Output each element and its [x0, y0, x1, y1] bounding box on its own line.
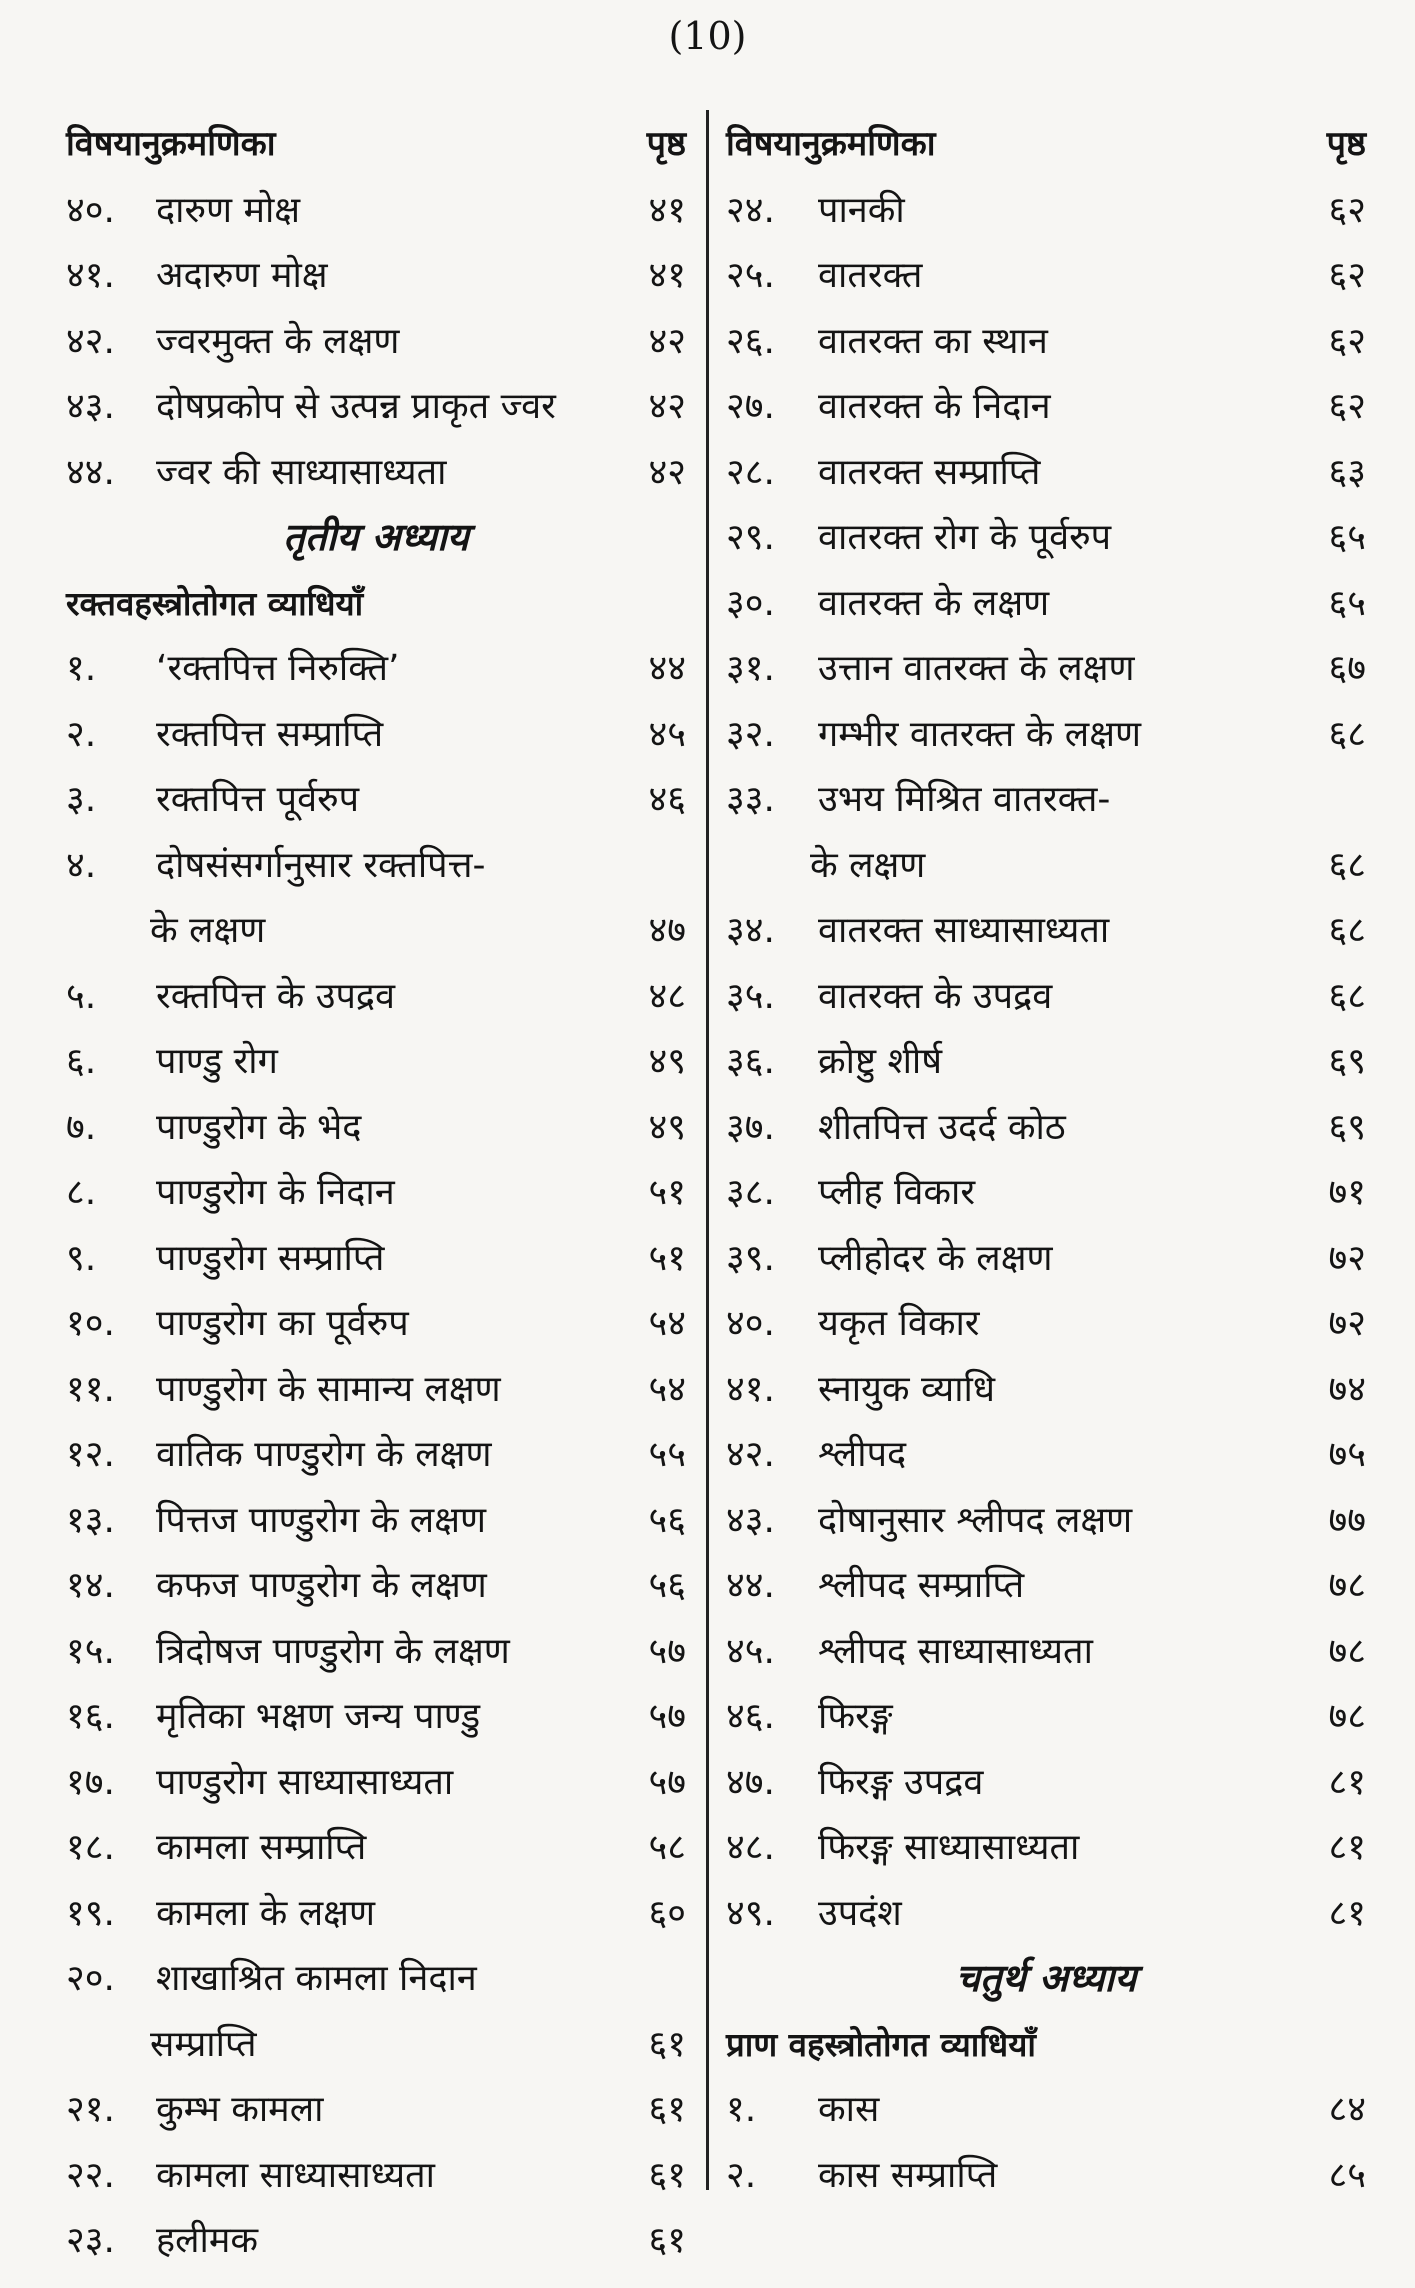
entry-page: ५७: [648, 1761, 686, 1803]
entry-number: ४१.: [66, 255, 115, 296]
entry-title: पाण्डुरोग साध्यासाध्यता: [156, 1761, 454, 1803]
entry-number: ८.: [66, 1172, 97, 1213]
entry-page: ४९: [648, 1041, 686, 1082]
entry-page: ७२: [1328, 1303, 1366, 1344]
entry-title: मृतिका भक्षण जन्य पाण्डु: [156, 1696, 481, 1737]
entry-number: ४१.: [726, 1368, 775, 1410]
entry-title: वातरक्त के उपद्रव: [818, 975, 1053, 1017]
entry-number: ४८.: [726, 1827, 775, 1868]
entry-title: के लक्षण: [150, 910, 266, 951]
entry-title: वातरक्त रोग के पूर्वरुप: [818, 517, 1112, 558]
entry-number: ३८.: [726, 1172, 775, 1213]
entry-number: १६.: [66, 1696, 115, 1737]
entry-title: पाण्डुरोग सम्प्राप्ति: [156, 1237, 385, 1279]
entry-page: ६०: [648, 1892, 686, 1934]
entry-title: सम्प्राप्ति: [150, 2023, 257, 2065]
entry-title: उत्तान वातरक्त के लक्षण: [818, 648, 1135, 689]
toc-entry: [726, 898, 1366, 964]
entry-page: ६८: [1328, 910, 1366, 951]
toc-header: [66, 112, 686, 178]
entry-number: २६.: [726, 320, 775, 362]
entry-page: ५४: [648, 1368, 686, 1410]
toc-entry: [726, 243, 1366, 309]
entry-page: ६३: [1328, 451, 1366, 493]
entry-page: ५५: [648, 1434, 686, 1475]
entry-page: ८१: [1328, 1761, 1366, 1803]
toc-header-title: विषयानुक्रमणिका: [66, 124, 276, 164]
entry-title: यकृत विकार: [818, 1303, 980, 1344]
entry-title: कामला साध्यासाध्यता: [156, 2154, 435, 2196]
entry-page: ६९: [1328, 1041, 1366, 1082]
toc-entry: [726, 1226, 1366, 1292]
toc-header-page: पृष्ठ: [646, 124, 686, 164]
toc-entry: [66, 636, 686, 702]
toc-left-column: [66, 112, 686, 2274]
toc-entry: [66, 2143, 686, 2209]
toc-entry: [66, 1946, 686, 2012]
toc-entry: [726, 178, 1366, 244]
entry-page: ७८: [1328, 1696, 1366, 1737]
entry-page: ६८: [1328, 713, 1366, 755]
entry-page: ६२: [1328, 189, 1366, 231]
entry-title: क्रोष्टु शीर्ष: [818, 1041, 943, 1082]
entry-number: ४३.: [66, 386, 115, 427]
section-heading: रक्तवहस्त्रोतोगत व्याधियाँ: [66, 583, 364, 623]
toc-entry: [726, 1357, 1366, 1423]
entry-number: ३७.: [726, 1106, 775, 1148]
entry-title: फिरङ्ग: [818, 1696, 893, 1737]
entry-title: वातरक्त के निदान: [818, 386, 1051, 427]
entry-number: २७.: [726, 386, 775, 427]
entry-title: ज्वर की साध्यासाध्यता: [156, 451, 447, 493]
toc-entry: [66, 1488, 686, 1554]
toc-entry: [726, 1422, 1366, 1488]
entry-number: ३०.: [726, 582, 775, 624]
entry-number: २४.: [726, 189, 775, 231]
entry-number: १२.: [66, 1434, 115, 1475]
entry-page: ७७: [1328, 1499, 1366, 1541]
entry-page: ६८: [1328, 844, 1366, 886]
entry-page: ४२: [648, 320, 686, 362]
toc-entry: [66, 1881, 686, 1947]
entry-page: ७८: [1328, 1630, 1366, 1672]
entry-number: १८.: [66, 1827, 115, 1868]
entry-number: ५.: [66, 975, 97, 1017]
toc-header-page: पृष्ठ: [1326, 124, 1366, 164]
entry-number: २३.: [66, 2220, 115, 2261]
entry-page: ४२: [648, 386, 686, 427]
entry-title: दोषानुसार श्लीपद लक्षण: [818, 1499, 1133, 1541]
entry-number: ४९.: [726, 1892, 775, 1934]
toc-entry: [726, 964, 1366, 1030]
entry-title: पित्तज पाण्डुरोग के लक्षण: [156, 1499, 487, 1541]
entry-number: ३५.: [726, 975, 775, 1017]
entry-title: वातिक पाण्डुरोग के लक्षण: [156, 1434, 492, 1475]
entry-page: ४६: [648, 779, 686, 820]
entry-number: ४४.: [66, 451, 115, 493]
toc-entry: [66, 1095, 686, 1161]
entry-number: १.: [66, 648, 97, 689]
toc-entry: [726, 702, 1366, 768]
toc-entry: [726, 1750, 1366, 1816]
entry-title: कास सम्प्राप्ति: [818, 2154, 998, 2196]
toc-entry-continuation: [66, 2012, 686, 2078]
entry-page: ८४: [1328, 2089, 1366, 2130]
entry-page: ५७: [648, 1696, 686, 1737]
entry-title: हलीमक: [156, 2220, 259, 2261]
entry-page: ८१: [1328, 1827, 1366, 1868]
toc-entry-continuation: [66, 898, 686, 964]
entry-number: ३९.: [726, 1237, 775, 1279]
entry-page: ४१: [648, 255, 686, 296]
entry-page: ७२: [1328, 1237, 1366, 1279]
chapter-heading: तृतीय अध्याय: [283, 515, 469, 559]
entry-page: ८१: [1328, 1892, 1366, 1934]
entry-page: ६५: [1328, 517, 1366, 558]
toc-entry: [726, 571, 1366, 637]
toc-entry: [66, 1291, 686, 1357]
entry-page: ६२: [1328, 255, 1366, 296]
entry-number: ४.: [66, 844, 97, 886]
toc-entry: [726, 374, 1366, 440]
toc-entry: [726, 1160, 1366, 1226]
entry-title: पाण्डुरोग के सामान्य लक्षण: [156, 1368, 501, 1410]
entry-page: ४७: [648, 910, 686, 951]
entry-title: कामला सम्प्राप्ति: [156, 1827, 367, 1868]
entry-title: रक्तपित्त पूर्वरुप: [156, 779, 360, 820]
entry-number: ४२.: [66, 320, 115, 362]
entry-title: कुम्भ कामला: [156, 2089, 324, 2130]
entry-page: ७८: [1328, 1565, 1366, 1606]
toc-entry: [66, 309, 686, 375]
toc-right-column: [726, 112, 1366, 2208]
entry-page: ६२: [1328, 320, 1366, 362]
toc-entry: [726, 309, 1366, 375]
entry-number: १४.: [66, 1565, 115, 1606]
toc-left-entries: [66, 178, 686, 2274]
entry-title: शीतपित्त उदर्द कोठ: [818, 1106, 1066, 1148]
toc-entry: [66, 374, 686, 440]
entry-number: २९.: [726, 517, 775, 558]
entry-title: दारुण मोक्ष: [156, 189, 301, 231]
entry-title: वातरक्त के लक्षण: [818, 582, 1050, 624]
entry-number: २८.: [726, 451, 775, 493]
toc-entry: [726, 2077, 1366, 2143]
entry-title: रक्तपित्त सम्प्राप्ति: [156, 713, 384, 755]
entry-title: वातरक्त का स्थान: [818, 320, 1048, 362]
toc-entry: [726, 636, 1366, 702]
entry-page: ४८: [648, 975, 686, 1017]
entry-page: ७५: [1328, 1434, 1366, 1475]
toc-entry: [726, 1488, 1366, 1554]
toc-entry: [726, 1553, 1366, 1619]
entry-title: त्रिदोषज पाण्डुरोग के लक्षण: [156, 1630, 510, 1672]
entry-title: प्लीहोदर के लक्षण: [818, 1237, 1053, 1279]
toc-entry: [726, 1095, 1366, 1161]
entry-page: ७१: [1328, 1172, 1366, 1213]
entry-title: दोषप्रकोप से उत्पन्न प्राकृत ज्वर: [156, 386, 556, 427]
entry-page: ६१: [648, 2089, 686, 2130]
entry-page: ५१: [648, 1237, 686, 1279]
entry-page: ८५: [1328, 2154, 1366, 2196]
toc-right-entries: [726, 178, 1366, 2209]
column-divider: [706, 110, 709, 2190]
entry-page: ४१: [648, 189, 686, 231]
toc-entry: [66, 2077, 686, 2143]
toc-header: [726, 112, 1366, 178]
entry-number: ३४.: [726, 910, 775, 951]
entry-number: २५.: [726, 255, 775, 296]
entry-page: ६१: [648, 2023, 686, 2065]
entry-page: ५६: [648, 1565, 686, 1606]
entry-page: ६८: [1328, 975, 1366, 1017]
entry-number: ४२.: [726, 1434, 775, 1475]
toc-entry: [726, 1881, 1366, 1947]
entry-number: ४६.: [726, 1696, 775, 1737]
entry-number: ३१.: [726, 648, 775, 689]
toc-entry: [726, 2143, 1366, 2209]
entry-number: १९.: [66, 1892, 115, 1934]
entry-number: ११.: [66, 1368, 115, 1410]
entry-title: कफज पाण्डुरोग के लक्षण: [156, 1565, 487, 1606]
entry-title: पाण्डुरोग के भेद: [156, 1106, 362, 1148]
entry-number: १०.: [66, 1303, 115, 1344]
entry-number: १७.: [66, 1761, 115, 1803]
toc-entry: [726, 767, 1366, 833]
entry-number: ९.: [66, 1237, 97, 1279]
toc-entry: [726, 1029, 1366, 1095]
entry-title: शाखाश्रित कामला निदान: [156, 1958, 477, 1999]
toc-entry: [66, 1619, 686, 1685]
entry-title: श्लीपद: [818, 1434, 907, 1475]
entry-page: ५७: [648, 1630, 686, 1672]
toc-entry: [66, 178, 686, 244]
entry-number: ४७.: [726, 1761, 775, 1803]
toc-header-title: विषयानुक्रमणिका: [726, 124, 936, 164]
entry-page: ६१: [648, 2220, 686, 2261]
toc-entry-continuation: [726, 833, 1366, 899]
toc-entry: [66, 1422, 686, 1488]
entry-title: पानकी: [818, 189, 905, 231]
entry-title: वातरक्त सम्प्राप्ति: [818, 451, 1041, 493]
entry-page: ६७: [1328, 648, 1366, 689]
entry-number: २१.: [66, 2089, 115, 2130]
entry-page: ५४: [648, 1303, 686, 1344]
entry-title: कास: [818, 2089, 880, 2130]
page-number: (10): [668, 14, 747, 58]
entry-page: ६२: [1328, 386, 1366, 427]
toc-entry: [66, 2208, 686, 2274]
entry-number: १.: [726, 2089, 757, 2130]
entry-title: रक्तपित्त के उपद्रव: [156, 975, 396, 1017]
entry-title: श्लीपद सम्प्राप्ति: [818, 1565, 1025, 1606]
entry-title: वातरक्त: [818, 255, 923, 296]
toc-entry: [726, 505, 1366, 571]
toc-entry: [66, 440, 686, 506]
chapter-heading: चतुर्थ अध्याय: [955, 1956, 1137, 2000]
entry-number: १५.: [66, 1630, 115, 1672]
entry-title: श्लीपद साध्यासाध्यता: [818, 1630, 1093, 1672]
toc-entry: [726, 1291, 1366, 1357]
entry-number: २.: [66, 713, 97, 755]
toc-entry: [66, 1160, 686, 1226]
entry-title: ज्वरमुक्त के लक्षण: [156, 320, 400, 362]
entry-title: कामला के लक्षण: [156, 1892, 376, 1934]
entry-page: ७४: [1328, 1368, 1366, 1410]
entry-title: उपदंश: [818, 1892, 902, 1934]
entry-page: ४५: [648, 713, 686, 755]
entry-page: ६९: [1328, 1106, 1366, 1148]
toc-entry: [726, 1619, 1366, 1685]
entry-title: फिरङ्ग उपद्रव: [818, 1761, 984, 1803]
entry-page: ५८: [648, 1827, 686, 1868]
section-heading: प्राण वहस्त्रोतोगत व्याधियाँ: [726, 2024, 1036, 2064]
toc-entry: [726, 440, 1366, 506]
entry-page: ४९: [648, 1106, 686, 1148]
entry-number: १३.: [66, 1499, 115, 1541]
toc-entry: [726, 1684, 1366, 1750]
entry-page: ६१: [648, 2154, 686, 2196]
toc-entry: [66, 964, 686, 1030]
entry-page: ४४: [648, 648, 686, 689]
entry-number: ३.: [66, 779, 97, 820]
entry-page: ५६: [648, 1499, 686, 1541]
toc-entry: [66, 702, 686, 768]
entry-title: पाण्डुरोग के निदान: [156, 1172, 395, 1213]
entry-page: ५१: [648, 1172, 686, 1213]
entry-number: २.: [726, 2154, 757, 2196]
entry-number: ४४.: [726, 1565, 775, 1606]
toc-entry: [66, 1553, 686, 1619]
entry-number: २२.: [66, 2154, 115, 2196]
entry-number: ४०.: [726, 1303, 775, 1344]
entry-title: दोषसंसर्गानुसार रक्तपित्त-: [156, 844, 486, 886]
toc-entry: [66, 1684, 686, 1750]
entry-title: वातरक्त साध्यासाध्यता: [818, 910, 1110, 951]
entry-title: उभय मिश्रित वातरक्त-: [818, 779, 1111, 820]
entry-number: ३३.: [726, 779, 775, 820]
toc-entry: [66, 833, 686, 899]
toc-entry: [726, 1815, 1366, 1881]
entry-title: स्नायुक व्याधि: [818, 1368, 996, 1410]
toc-entry: [66, 1029, 686, 1095]
toc-entry: [66, 1815, 686, 1881]
entry-page: ६५: [1328, 582, 1366, 624]
entry-number: ७.: [66, 1106, 97, 1148]
toc-entry: [66, 1357, 686, 1423]
entry-number: ४०.: [66, 189, 115, 231]
toc-entry: [66, 1750, 686, 1816]
entry-title: के लक्षण: [810, 844, 926, 886]
entry-number: २०.: [66, 1958, 115, 1999]
entry-number: ६.: [66, 1041, 97, 1082]
entry-title: पाण्डुरोग का पूर्वरुप: [156, 1303, 409, 1344]
toc-entry: [66, 767, 686, 833]
toc-entry: [66, 1226, 686, 1292]
entry-title: प्लीह विकार: [818, 1172, 976, 1213]
entry-number: ३६.: [726, 1041, 775, 1082]
entry-title: ‘रक्तपित्त निरुक्ति’: [156, 648, 400, 689]
entry-number: ४३.: [726, 1499, 775, 1541]
entry-number: ४५.: [726, 1630, 775, 1672]
entry-title: फिरङ्ग साध्यासाध्यता: [818, 1827, 1080, 1868]
entry-page: ४२: [648, 451, 686, 493]
entry-title: गम्भीर वातरक्त के लक्षण: [818, 713, 1142, 755]
entry-number: ३२.: [726, 713, 775, 755]
entry-title: पाण्डु रोग: [156, 1041, 278, 1082]
entry-title: अदारुण मोक्ष: [156, 255, 328, 296]
toc-entry: [66, 243, 686, 309]
